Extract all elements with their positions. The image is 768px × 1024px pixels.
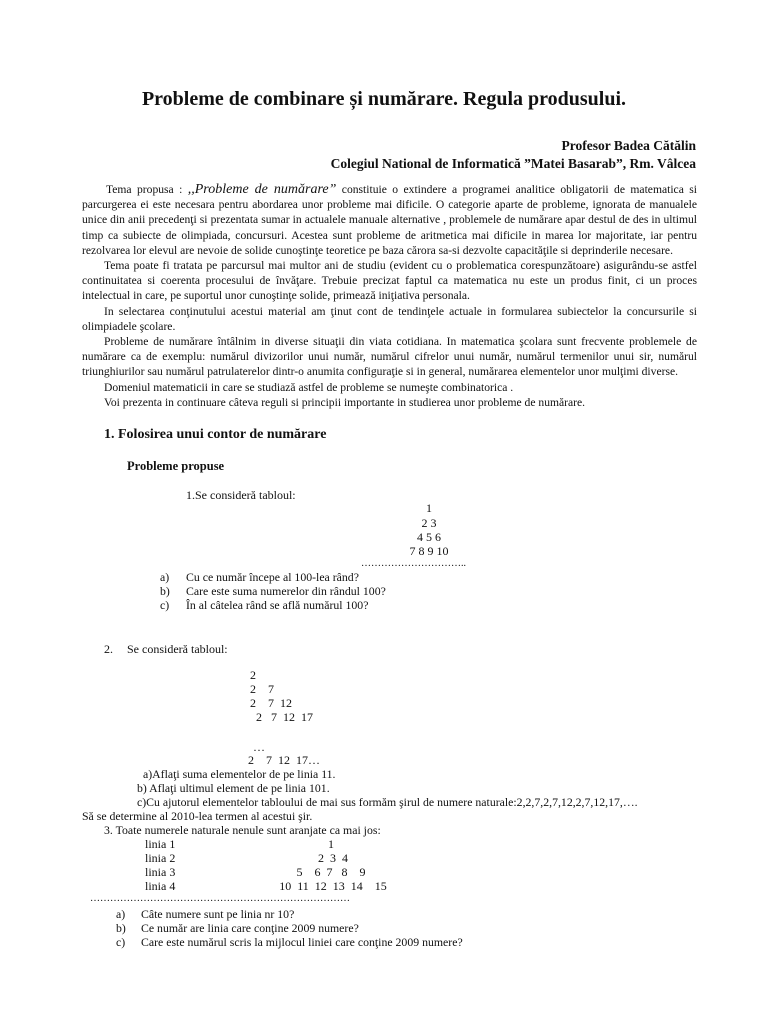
table-row: 1 [426, 501, 432, 515]
question-label: c) [116, 935, 126, 949]
table-row: 4 5 6 [417, 530, 441, 544]
question-text: a)Aflaţi suma elementelor de pe linia 11. [143, 767, 336, 781]
question-text: Care este numărul scris la mijlocul liniei care conţine 2009 numere? [141, 935, 463, 949]
intro-paragraph-4: Probleme de numărare întâlnim in diverse situaţii din viata cotidiana. In matematica şcolara sunt frecvente problemele de numărare ca de exemplu: numărul divizorilor unui număr, numărul cifrelor unui număr, numărul termenilor unui sir, numărul triunghiurilor sau numărul patrulaterelor dintr-o anumita configuraţie si in general, numărarea elementelor unor mulţimi diverse. [82, 335, 697, 379]
subsection-heading: Probleme propuse [127, 459, 225, 473]
problem-2-number: 2. [104, 642, 113, 656]
table-row: 2 3 [421, 516, 437, 530]
table-row: 2 7 12 [250, 696, 292, 710]
row-label: linia 2 [145, 851, 176, 865]
table-row: 7 8 9 10 [409, 544, 449, 558]
question-label: c) [160, 598, 170, 612]
intro-paragraph-1: Tema propusa : ,,Probleme de numărare” constituie o extindere a programei analitice obligatorii de matematica si parcurgerea ei este necesara pentru abordarea unor probleme mai dificile. O categorie aparte de probleme, ignorata de manualele unice din anii precedenţi si prezentata sumar in actualele manuale alternative , problemele de numărare apar destul de des in ultimul timp ca subiecte de olimpiada, concursuri. Acestea sunt probleme de aritmetica mai dificile in marea lor majoritate, iar pentru rezolvarea lor elevul are nevoie de solide cunoştinţe teoretice pe baza cărora sa-si dezvolte capacităţile si deprinderile necesare. [82, 182, 697, 257]
table-row: 1 [328, 837, 334, 851]
ellipsis: … [253, 740, 265, 754]
table-row: 2 [250, 668, 256, 682]
question-text: Câte numere sunt pe linia nr 10? [141, 907, 295, 921]
table-row: 10 11 12 13 14 15 [279, 879, 387, 893]
question-text: c)Cu ajutorul elementelor tabloului de mai sus formăm şirul de numere naturale:2,2,7,2,7,12,2,7,12,17,…. [137, 795, 638, 809]
intro-paragraph-2: Tema poate fi tratata pe parcursul mai multor ani de studiu (evident cu o problematica corespunzătoare) asigurându-se astfel continuitatea si coerenta procesului de învăţare. Trebuie precizat faptul ca matematica nu este un produs finit, ci un proces intelectual in care, pe suportul unor cunoştinţe solide, primează iniţiativa personala. [82, 259, 697, 303]
row-label: linia 4 [145, 879, 176, 893]
intro-paragraph-5: Domeniul matematicii in care se studiază astfel de probleme se numeşte combinatorica . [104, 380, 514, 394]
question-text: b) Aflaţi ultimul element de pe linia 101. [137, 781, 330, 795]
table-row: 5 6 7 8 9 [296, 865, 366, 879]
table-row: 2 7 12 17 [250, 710, 313, 724]
problem-2-statement: Se consideră tabloul: [127, 642, 228, 656]
topic-name: ,,Probleme de numărare” [187, 182, 337, 197]
question-label: b) [116, 921, 126, 935]
row-label: linia 1 [145, 837, 176, 851]
question-label: a) [160, 570, 170, 584]
dots-separator: …………………………………………………………………… [90, 893, 350, 904]
row-label: linia 3 [145, 865, 176, 879]
question-text: Care este suma numerelor din rândul 100? [186, 584, 386, 598]
page-title: Probleme de combinare și numărare. Regula produsului. [141, 88, 627, 110]
problem-3-statement: 3. Toate numerele naturale nenule sunt aranjate ca mai jos: [104, 823, 381, 837]
table-row: 2 7 12 17… [248, 753, 320, 767]
table-row: 2 3 4 [318, 851, 348, 865]
question-text: Să se determine al 2010-lea termen al acestui şir. [82, 809, 313, 823]
section-heading: 1. Folosirea unui contor de numărare [104, 427, 327, 442]
question-text: În al câtelea rând se află numărul 100? [186, 598, 369, 612]
author-name: Profesor Badea Cătălin [561, 138, 696, 153]
problem-1-statement: 1.Se consideră tabloul: [186, 488, 296, 502]
question-text: Ce număr are linia care conţine 2009 numere? [141, 921, 359, 935]
intro-paragraph-3: In selectarea conţinutului acestui material am ţinut cont de tendinţele actuale in formularea subiectelor la concursurile si olimpiadele şcolare. [82, 304, 697, 333]
author-school: Colegiul National de Informatică ”Matei Basarab”, Rm. Vâlcea [330, 156, 696, 171]
intro-paragraph-6: Voi prezenta in continuare câteva reguli si principii importante in studierea unor probleme de numărare. [104, 395, 586, 409]
question-label: a) [116, 907, 126, 921]
intro-text [82, 182, 697, 410]
question-label: b) [160, 584, 170, 598]
dots-separator: ………………………….. [361, 558, 466, 569]
question-text: Cu ce număr începe al 100-lea rând? [186, 570, 359, 584]
table-row: 2 7 [250, 682, 274, 696]
